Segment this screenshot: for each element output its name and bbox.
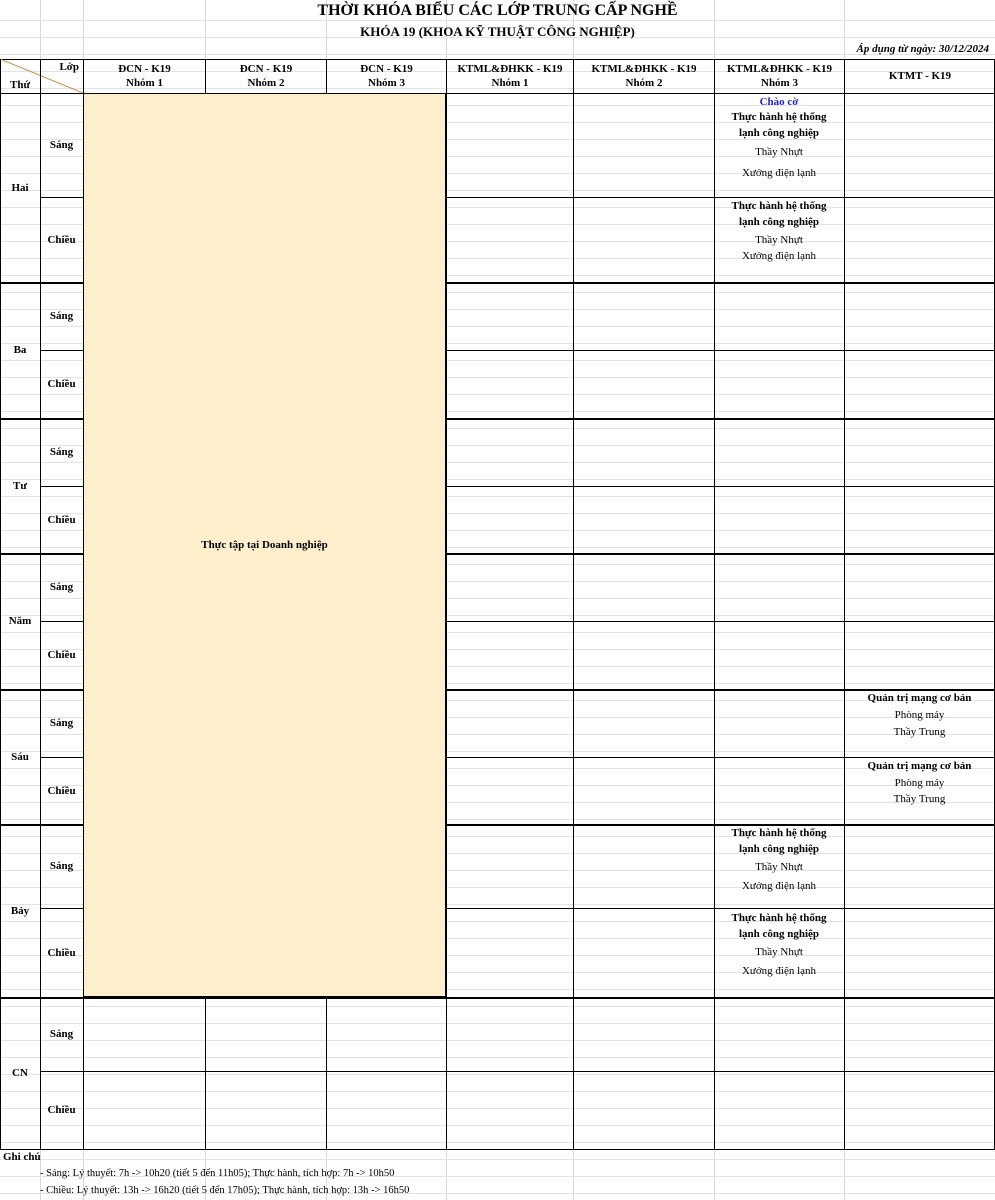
gridline	[0, 1108, 995, 1109]
internship-label: Thực tập tại Doanh nghiệp	[201, 539, 328, 551]
class-name: KTML&ĐHKK - K19	[726, 63, 833, 75]
session-label: Chiều	[47, 378, 76, 390]
table-rule	[0, 997, 995, 999]
gridline	[0, 1142, 995, 1143]
class-header	[83, 59, 205, 93]
day-label: Sáu	[11, 750, 29, 763]
class-header	[714, 59, 844, 93]
gridline	[0, 1057, 995, 1058]
table-rule	[573, 59, 574, 1149]
entry-teacher: Thầy Nhựt	[755, 146, 803, 158]
table-rule	[326, 59, 327, 93]
class-group: Nhóm 3	[761, 77, 798, 89]
class-name: KTML&ĐHKK - K19	[591, 63, 697, 75]
notes-title: Ghi chú	[3, 1151, 41, 1163]
table-rule	[844, 59, 845, 1149]
table-rule	[40, 59, 41, 1149]
thu-label: Thứ	[10, 79, 31, 91]
table-rule	[205, 997, 206, 1149]
gridline	[0, 54, 995, 55]
day-label: Hai	[11, 181, 29, 194]
entry-teacher: Thầy Trung	[893, 793, 946, 805]
table-rule	[446, 59, 447, 1149]
entry-room: Xưởng điện lạnh	[741, 250, 817, 262]
class-name: KTML&ĐHKK - K19	[457, 63, 563, 75]
session-label: Chiều	[47, 784, 76, 797]
day-label: Bảy	[10, 904, 30, 917]
session-label: Sáng	[49, 139, 74, 151]
gridline	[0, 1074, 995, 1075]
session-label: Chiều	[47, 233, 76, 246]
note-afternoon: - Chiều: Lý thuyết: 13h -> 16h20 (tiết 5 đến 17h05); Thực hành, tích hợp: 13h -> 16h50	[40, 1185, 410, 1196]
entry-room: Xưởng điện lạnh	[741, 880, 817, 892]
gridline	[0, 1006, 995, 1007]
table-rule	[0, 59, 1, 1149]
gridline	[0, 1023, 995, 1024]
class-group: Nhóm 3	[368, 77, 405, 89]
session-label: Sáng	[49, 860, 74, 872]
class-group: Nhóm 1	[491, 77, 529, 89]
class-header	[326, 59, 446, 93]
class-group: Nhóm 2	[625, 77, 663, 89]
entry-subject-l2: lạnh công nghiệp	[738, 127, 820, 139]
class-group: Nhóm 1	[126, 77, 163, 89]
note-morning: - Sáng: Lý thuyết: 7h -> 10h20 (tiết 5 đến 11h05); Thực hành, tích hợp: 7h -> 10h50	[40, 1168, 395, 1179]
lop-label: Lớp	[59, 61, 79, 73]
session-label: Sáng	[49, 1028, 74, 1040]
entry-subject-l1: Thực hành hệ thống	[731, 827, 827, 839]
entry-teacher: Thầy Nhựt	[755, 946, 803, 958]
class-name: ĐCN - K19	[118, 63, 171, 75]
day-label: Ba	[13, 344, 27, 356]
entry-subject-l2: lạnh công nghiệp	[738, 843, 820, 855]
class-header	[446, 59, 573, 93]
gridline	[0, 1091, 995, 1092]
class-name: ĐCN - K19	[239, 63, 293, 75]
day-label: Tư	[13, 479, 27, 492]
entry-subject: Quản trị mạng cơ bản	[867, 760, 972, 772]
session-label: Chiều	[47, 1104, 76, 1116]
class-header	[573, 59, 714, 93]
entry-subject: Quản trị mạng cơ bản	[867, 692, 972, 704]
class-name: KTMT - K19	[888, 70, 952, 82]
entry-teacher: Thầy Nhựt	[755, 234, 803, 246]
table-rule	[40, 1071, 995, 1072]
corner-cell	[0, 59, 83, 93]
gridline	[0, 1159, 995, 1160]
entry-teacher: Thầy Nhựt	[755, 861, 803, 873]
session-label: Chiều	[47, 946, 76, 959]
entry-room: Phòng máy	[894, 709, 945, 721]
flag-ceremony-text: Chào cờ	[759, 96, 799, 108]
class-header	[844, 59, 995, 93]
entry-subject-l1: Thực hành hệ thống	[731, 200, 827, 212]
entry-room: Phòng máy	[894, 777, 945, 789]
session-label: Sáng	[49, 446, 74, 458]
gridline	[0, 20, 995, 21]
page-title: THỜI KHÓA BIỂU CÁC LỚP TRUNG CẤP NGHỀ	[317, 2, 678, 19]
entry-room: Xưởng điện lạnh	[741, 167, 817, 179]
gridline	[0, 1125, 995, 1126]
session-label: Chiều	[47, 649, 76, 661]
entry-subject-l2: lạnh công nghiệp	[738, 216, 820, 228]
class-name: ĐCN - K19	[360, 63, 413, 75]
entry-subject-l1: Thực hành hệ thống	[731, 111, 827, 123]
class-header	[205, 59, 326, 93]
session-label: Sáng	[49, 581, 74, 593]
page-subtitle: KHÓA 19 (KHOA KỸ THUẬT CÔNG NGHIỆP)	[360, 24, 635, 39]
entry-teacher: Thầy Trung	[893, 726, 946, 738]
session-label: Sáng	[49, 717, 74, 729]
table-rule	[326, 997, 327, 1149]
day-label: CN	[12, 1067, 28, 1079]
entry-subject-l2: lạnh công nghiệp	[738, 928, 820, 940]
entry-room: Xưởng điện lạnh	[741, 965, 817, 977]
internship-block	[83, 93, 446, 997]
applied-date: Áp dụng từ ngày: 30/12/2024	[856, 43, 989, 55]
session-label: Sáng	[49, 310, 74, 322]
gridline	[0, 1040, 995, 1041]
table-rule	[0, 1149, 995, 1150]
entry-subject-l1: Thực hành hệ thống	[731, 912, 827, 924]
session-label: Chiều	[47, 513, 76, 526]
class-group: Nhóm 2	[247, 77, 285, 89]
table-rule	[205, 59, 206, 93]
day-label: Năm	[8, 615, 32, 627]
